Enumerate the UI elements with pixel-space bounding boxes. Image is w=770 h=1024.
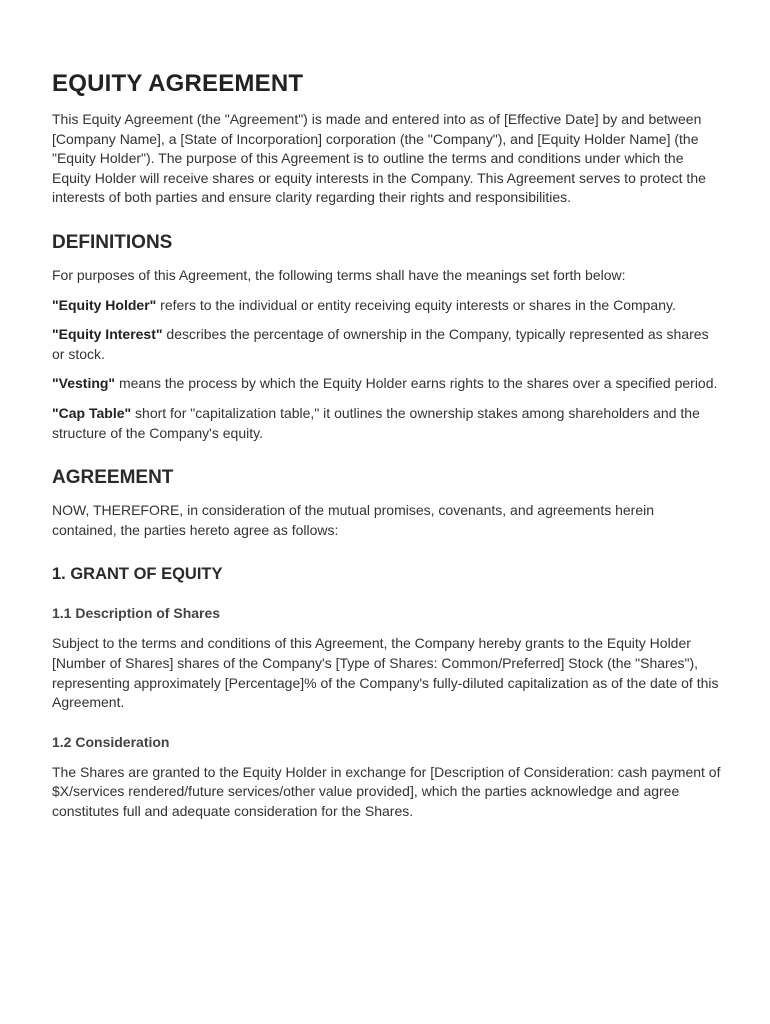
definition-text: short for "capitalization table," it outlines the ownership stakes among shareholders and the structure of the Company's equity. — [52, 404, 700, 441]
subsection-1-2-heading: 1.2 Consideration — [52, 733, 170, 750]
section-1-heading: 1. GRANT OF EQUITY — [52, 565, 223, 584]
agreement-heading: AGREEMENT — [52, 467, 174, 489]
subsection-1-1-heading: 1.1 Description of Shares — [52, 605, 221, 622]
subsection-1-2-paragraph: The Shares are granted to the Equity Holder in exchange for [Description of Consideration: cash payment of $X/services rendered/future services/other value provided], which the parties acknowledge and agree constitutes full and adequate consideration for the Shares. — [52, 763, 721, 819]
definitions-heading: DEFINITIONS — [52, 231, 173, 253]
definition-item — [52, 374, 722, 394]
document-page — [52, 70, 722, 831]
definition-item — [52, 404, 722, 443]
definition-item — [52, 325, 722, 364]
definition-term: "Equity Interest" — [52, 326, 163, 343]
subsection-1-1-paragraph: Subject to the terms and conditions of this Agreement, the Company hereby grants to the Equity Holder [Number of Shares] shares of the Company's [Type of Shares: Common/Preferred] Stock (the "Shares"), representing approximately [Percentage]% of the Company's fully-diluted capitalization as of the date of this Agreement. — [52, 635, 719, 711]
definitions-lead: For purposes of this Agreement, the following terms shall have the meanings set forth below: — [52, 266, 626, 283]
definition-item — [52, 296, 722, 316]
agreement-paragraph: NOW, THEREFORE, in consideration of the mutual promises, covenants, and agreements herein contained, the parties hereto agree as follows: — [52, 502, 655, 538]
definition-term: "Vesting" — [52, 375, 116, 392]
definition-term: "Cap Table" — [52, 404, 132, 421]
intro-paragraph: This Equity Agreement (the "Agreement") is made and entered into as of [Effective Date] by and between [Company Name], a [State of Incorporation] corporation (the "Company"), and [Equity Holder Name] (the "Equity Holder"). The purpose of this Agreement is to outline the terms and conditions under which the Equity Holder will receive shares or equity interests in the Company. This Agreement serves to protect the interests of both parties and ensure clarity regarding their rights and responsibilities. — [52, 111, 706, 206]
document-title: EQUITY AGREEMENT — [52, 70, 304, 97]
definition-text: means the process by which the Equity Holder earns rights to the shares over a specified period. — [115, 375, 718, 392]
definition-text: describes the percentage of ownership in the Company, typically represented as shares or stock. — [52, 326, 709, 362]
definition-text: refers to the individual or entity receiving equity interests or shares in the Company. — [156, 296, 676, 313]
definition-term: "Equity Holder" — [52, 296, 157, 313]
